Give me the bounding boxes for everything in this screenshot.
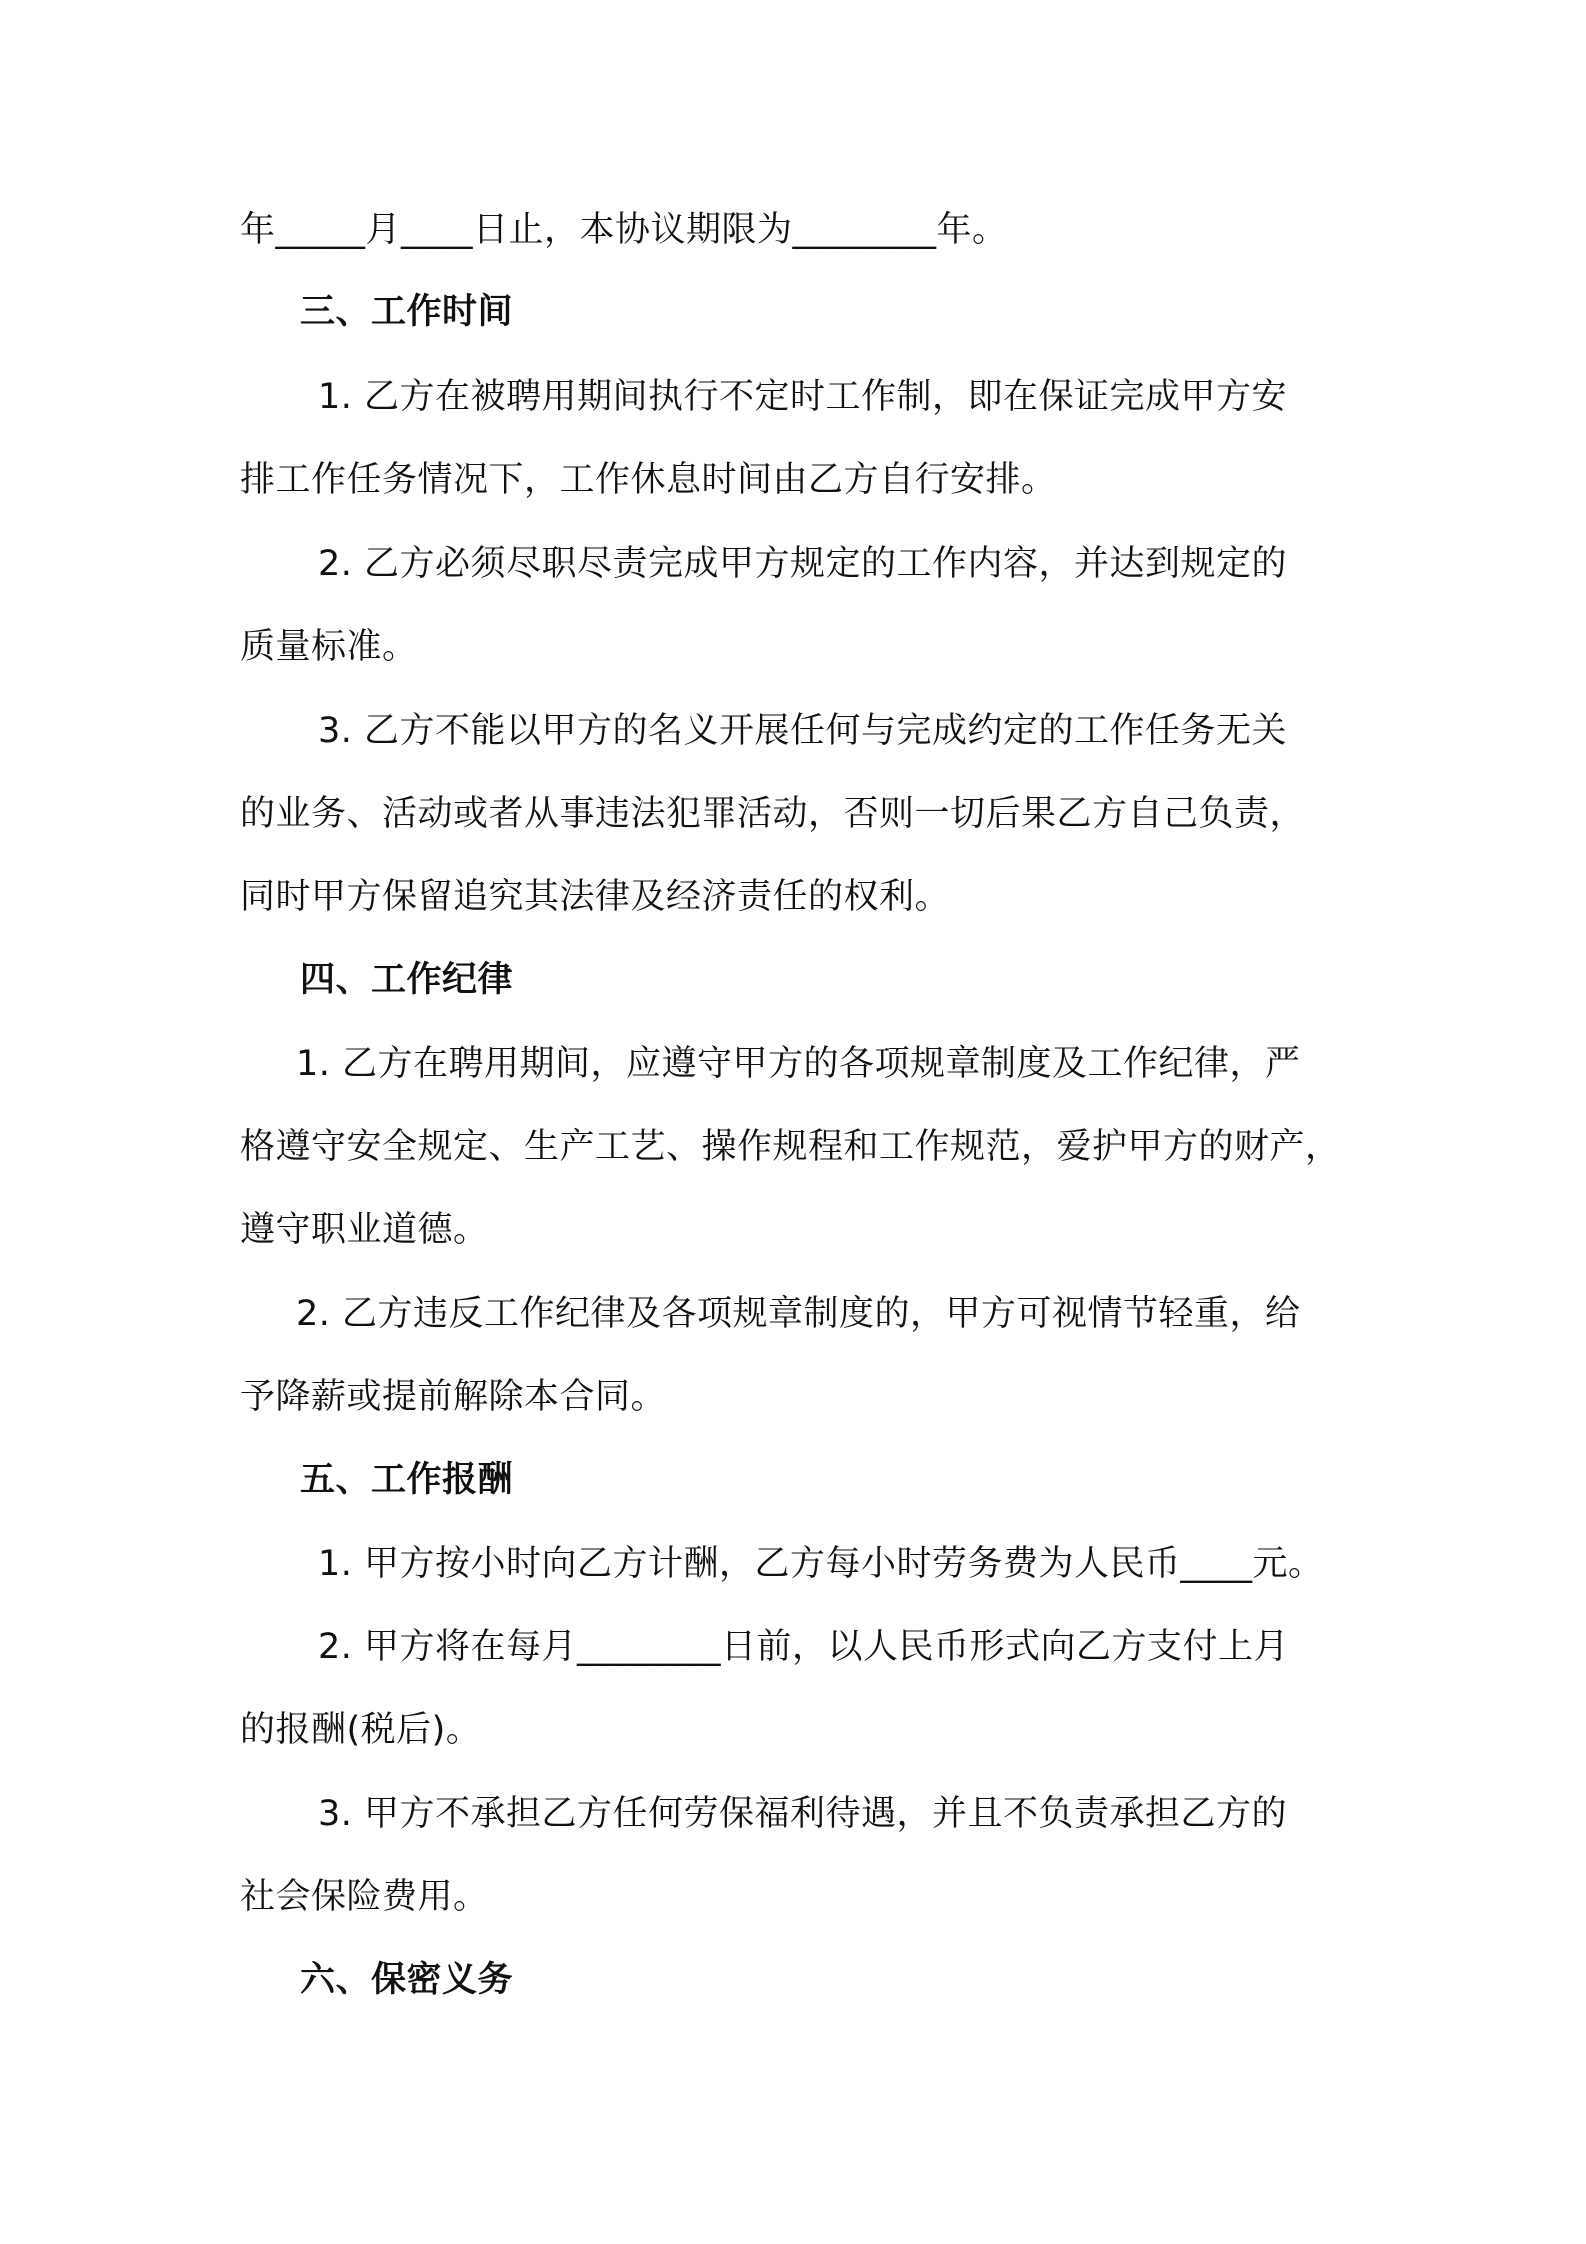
discipline-item-1-line-1: 1. 乙方在聘用期间，应遵守甲方的各项规章制度及工作纪律，严 [296,1044,1301,1084]
pay-item-2-line-1: 2. 甲方将在每月________日前，以人民币形式向乙方支付上月 [318,1627,1290,1667]
work-time-item-1-line-2: 排工作任务情况下，工作休息时间由乙方自行安排。 [240,460,1057,500]
work-time-item-3-line-2: 的业务、活动或者从事违法犯罪活动，否则一切后果乙方自己负责， [240,794,1306,834]
section-heading-confidentiality: 六、保密义务 [300,1960,514,2000]
work-time-item-3-line-1: 3. 乙方不能以甲方的名义开展任何与完成约定的工作任务无关 [318,711,1288,751]
discipline-item-1-line-2: 格遵守安全规定、生产工艺、操作规程和工作规范，爱护甲方的财产， [240,1127,1341,1167]
work-time-item-3-line-3: 同时甲方保留追究其法律及经济责任的权利。 [240,877,951,917]
discipline-item-2-line-1: 2. 乙方违反工作纪律及各项规章制度的，甲方可视情节轻重，给 [296,1294,1301,1334]
work-time-item-2-line-1: 2. 乙方必须尽职尽责完成甲方规定的工作内容，并达到规定的 [318,544,1288,584]
pay-item-3-line-1: 3. 甲方不承担乙方任何劳保福利待遇，并且不负责承担乙方的 [318,1794,1288,1834]
pay-item-1-line-1: 1. 甲方按小时向乙方计酬，乙方每小时劳务费为人民币____元。 [318,1544,1324,1584]
section-heading-work-discipline: 四、工作纪律 [300,960,514,1000]
work-time-item-1-line-1: 1. 乙方在被聘用期间执行不定时工作制，即在保证完成甲方安 [318,377,1288,417]
pay-item-2-line-2: 的报酬(税后)。 [240,1710,482,1750]
section-heading-work-pay: 五、工作报酬 [300,1460,514,1500]
period-line: 年_____月____日止，本协议期限为________年。 [240,210,1008,250]
discipline-item-1-line-3: 遵守职业道德。 [240,1210,489,1250]
pay-item-3-line-2: 社会保险费用。 [240,1877,489,1917]
section-heading-work-time: 三、工作时间 [300,292,514,332]
work-time-item-2-line-2: 质量标准。 [240,627,418,667]
discipline-item-2-line-2: 予降薪或提前解除本合同。 [240,1377,667,1417]
